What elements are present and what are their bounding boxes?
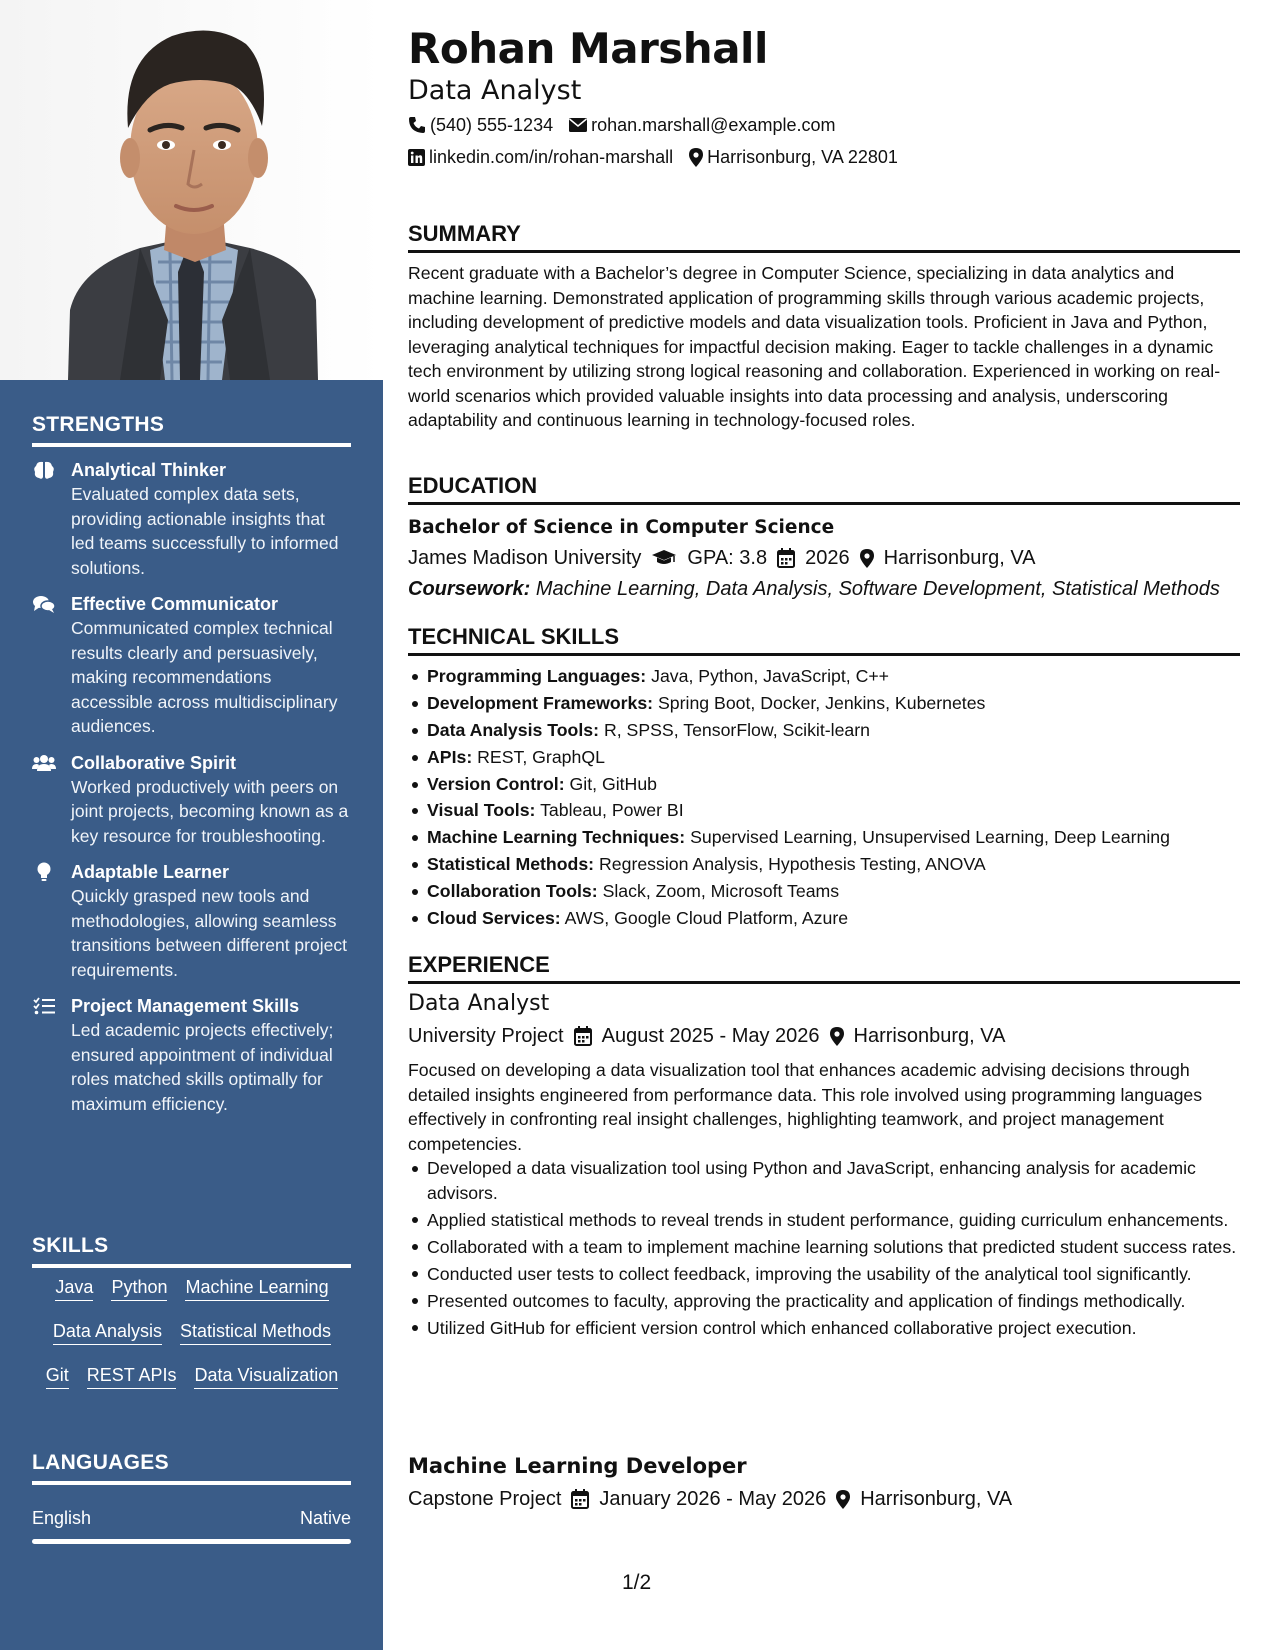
phone-text: (540) 555-1234: [430, 115, 554, 135]
calendar-icon: [571, 1489, 589, 1509]
strength-item: [32, 592, 352, 739]
skill-category: Visual Tools:: [427, 800, 536, 821]
job-dates-item: [571, 1485, 826, 1513]
job-bullets: [408, 1156, 1240, 1343]
candidate-name: Rohan Marshall: [408, 24, 768, 73]
gpa-item: [651, 544, 767, 572]
language-proficiency-bar: [32, 1539, 351, 1544]
language-name: English: [32, 1508, 92, 1528]
job-title: Data Analyst: [408, 991, 550, 1016]
list-item: Utilized GitHub for efficient version control which enhanced collaborative project execution.: [408, 1316, 1240, 1341]
skill-values: Regression Analysis, Hypothesis Testing, ANOVA: [599, 854, 986, 875]
list-item: [408, 798, 1240, 823]
list-item: [408, 852, 1240, 877]
linkedin-text: linkedin.com/in/rohan-marshall: [429, 147, 674, 167]
experience-heading: EXPERIENCE: [408, 951, 1240, 984]
skill-values: Supervised Learning, Unsupervised Learning, Deep Learning: [690, 827, 1170, 848]
language-item: [32, 1506, 351, 1544]
skill-values: AWS, Google Cloud Platform, Azure: [564, 908, 849, 929]
list-item: Conducted user tests to collect feedback, improving the usability of the analytical tool significantly.: [408, 1262, 1240, 1287]
brain-icon: [32, 460, 56, 480]
contact-location: [689, 145, 898, 169]
list-item: Presented outcomes to faculty, approving the practicality and application of findings methodically.: [408, 1289, 1240, 1314]
envelope-icon: [569, 118, 587, 132]
school-name: James Madison University: [408, 547, 642, 569]
strength-item: [32, 751, 352, 849]
strength-item: [32, 458, 352, 580]
skill-category: APIs:: [427, 746, 473, 767]
skill-tag: REST APIs: [87, 1363, 177, 1389]
list-item: [408, 718, 1240, 743]
skill-tag: Statistical Methods: [180, 1319, 331, 1345]
graduation-year: 2026: [805, 547, 850, 569]
skill-tag: Python: [111, 1275, 167, 1301]
coursework-text: Machine Learning, Data Analysis, Software Development, Statistical Methods: [535, 578, 1220, 600]
list-item: Applied statistical methods to reveal trends in student performance, guiding curriculum enhancements.: [408, 1208, 1240, 1233]
list-item: [408, 691, 1240, 716]
strengths-heading: STRENGTHS: [32, 413, 351, 447]
school-location-item: [860, 544, 1036, 572]
skill-values: Tableau, Power BI: [540, 800, 684, 821]
coursework-label: Coursework:: [408, 578, 531, 600]
graduation-cap-icon: [651, 549, 677, 567]
strength-description: Communicated complex technical results clearly and persuasively, making recommendations accessible across multidisciplinary audiences.: [71, 618, 338, 736]
map-pin-icon: [830, 1027, 844, 1046]
technical-skills-list: [408, 664, 1240, 933]
contact-email[interactable]: [569, 113, 835, 137]
strength-title: Collaborative Spirit: [71, 752, 237, 773]
degree-title: Bachelor of Science in Computer Science: [408, 517, 835, 538]
job-organization: Capstone Project: [408, 1488, 562, 1510]
job-dates: August 2025 - May 2026: [601, 1025, 820, 1047]
calendar-icon: [777, 548, 795, 568]
skill-category: Programming Languages:: [427, 666, 647, 686]
list-item: Developed a data visualization tool using Python and JavaScript, enhancing analysis for academic advisors.: [408, 1156, 1240, 1205]
education-heading: EDUCATION: [408, 472, 1240, 505]
users-icon: [32, 753, 56, 773]
job-dates: January 2026 - May 2026: [599, 1488, 827, 1510]
coursework-line: [408, 575, 1240, 603]
school-location: Harrisonburg, VA: [883, 547, 1036, 569]
candidate-title: Data Analyst: [408, 75, 582, 106]
year-item: [777, 544, 850, 572]
job-location-item: [836, 1485, 1012, 1513]
skill-category: Machine Learning Techniques:: [427, 827, 686, 848]
job-title: Machine Learning Developer: [408, 1454, 747, 1478]
lightbulb-icon: [32, 862, 56, 882]
contact-line: [408, 113, 835, 137]
strength-title: Analytical Thinker: [71, 460, 227, 480]
skills-cloud: [32, 1275, 352, 1407]
strength-item: [32, 994, 352, 1116]
location-text: Harrisonburg, VA 22801: [707, 147, 898, 167]
technical-skills-heading: TECHNICAL SKILLS: [408, 623, 1240, 656]
phone-icon: [408, 116, 426, 134]
strength-title: Project Management Skills: [71, 996, 300, 1016]
summary-heading: SUMMARY: [408, 220, 1240, 253]
contact-phone: [408, 113, 553, 137]
summary-text: Recent graduate with a Bachelor’s degree in Computer Science, specializing in data analytics and machine learning. Demonstrated application of programming skills through various academic projects, including development of predictive models and data visualization tools. Proficient in Java and Python, leveraging analytical techniques for impactful decision making. Eager to tackle challenges in a dynamic tech environment by utilizing strong logical reasoning and collaboration. Experienced in working on real-world scenarios which provided valuable insights into data processing and analysis, underscoring adaptability and continuous learning in technology-focused roles.: [408, 263, 1221, 430]
gpa-text: GPA: 3.8: [687, 547, 768, 569]
strength-item: [32, 860, 352, 982]
skill-values: Java, Python, JavaScript, C++: [651, 666, 890, 686]
list-item: [408, 664, 1240, 689]
list-item: Collaborated with a team to implement machine learning solutions that predicted student success rates.: [408, 1235, 1240, 1260]
job-meta: [408, 1022, 1005, 1050]
skill-values: R, SPSS, TensorFlow, Scikit-learn: [603, 719, 870, 740]
contact-line: [408, 145, 898, 169]
map-pin-icon: [689, 148, 703, 167]
strength-description: Worked productively with peers on joint projects, becoming known as a key resource for troubleshooting.: [71, 776, 349, 846]
list-item: [408, 745, 1240, 770]
strength-description: Quickly grasped new tools and methodologies, allowing seamless transitions between different project requirements.: [71, 886, 347, 980]
strength-title: Effective Communicator: [71, 594, 279, 614]
skill-values: Slack, Zoom, Microsoft Teams: [602, 881, 840, 902]
skill-category: Version Control:: [427, 773, 565, 794]
job-location: Harrisonburg, VA: [860, 1488, 1013, 1510]
sidebar: [0, 0, 383, 1650]
job-location-item: [830, 1022, 1006, 1050]
list-item: [408, 906, 1240, 931]
linkedin-icon: [408, 149, 425, 166]
job-meta: [408, 1485, 1012, 1513]
skill-category: Data Analysis Tools:: [427, 719, 600, 740]
skill-row: [32, 1319, 352, 1345]
calendar-icon: [574, 1026, 592, 1046]
skill-values: REST, GraphQL: [477, 746, 605, 767]
skill-category: Cloud Services:: [427, 908, 561, 929]
contact-linkedin[interactable]: [408, 145, 673, 169]
email-text: rohan.marshall@example.com: [591, 115, 836, 135]
skill-tag: Data Visualization: [194, 1363, 338, 1389]
strengths-list: [32, 458, 352, 1128]
profile-photo: [0, 0, 383, 380]
skill-values: Git, GitHub: [569, 773, 657, 794]
map-pin-icon: [836, 1490, 850, 1509]
job-organization: University Project: [408, 1025, 564, 1047]
skills-heading: SKILLS: [32, 1234, 351, 1268]
skill-values: Spring Boot, Docker, Jenkins, Kubernetes: [658, 692, 986, 713]
skill-tag: Git: [46, 1363, 69, 1389]
list-item: [408, 879, 1240, 904]
list-item: [408, 772, 1240, 797]
language-level: Native: [299, 1508, 351, 1528]
list-item: [408, 825, 1240, 850]
skill-row: [32, 1363, 352, 1389]
comments-icon: [32, 594, 56, 614]
job-location: Harrisonburg, VA: [853, 1025, 1006, 1047]
skill-row: [32, 1275, 352, 1301]
skill-category: Collaboration Tools:: [427, 881, 598, 902]
strength-description: Led academic projects effectively; ensured appointment of individual roles matched skills optimally for maximum efficiency.: [71, 1020, 334, 1114]
page-number: 1/2: [622, 1571, 652, 1594]
skill-tag: Data Analysis: [53, 1319, 162, 1345]
skill-category: Development Frameworks:: [427, 692, 654, 713]
strength-title: Adaptable Learner: [71, 862, 230, 882]
education-meta: [408, 544, 1036, 572]
map-pin-icon: [860, 549, 874, 568]
skill-category: Statistical Methods:: [427, 854, 595, 875]
languages-heading: LANGUAGES: [32, 1451, 351, 1485]
task-list-icon: [32, 996, 56, 1016]
job-description: Focused on developing a data visualization tool that enhances academic advising decisions through detailed insights engineered from performance data. This role involved using programming languages effectively in confronting real insight challenges, highlighting teamwork, and project management competencies.: [408, 1060, 1203, 1154]
skill-tag: Machine Learning: [185, 1275, 328, 1301]
strength-description: Evaluated complex data sets, providing actionable insights that led teams successfully to informed solutions.: [71, 484, 339, 578]
job-dates-item: [574, 1022, 820, 1050]
skill-tag: Java: [55, 1275, 93, 1301]
